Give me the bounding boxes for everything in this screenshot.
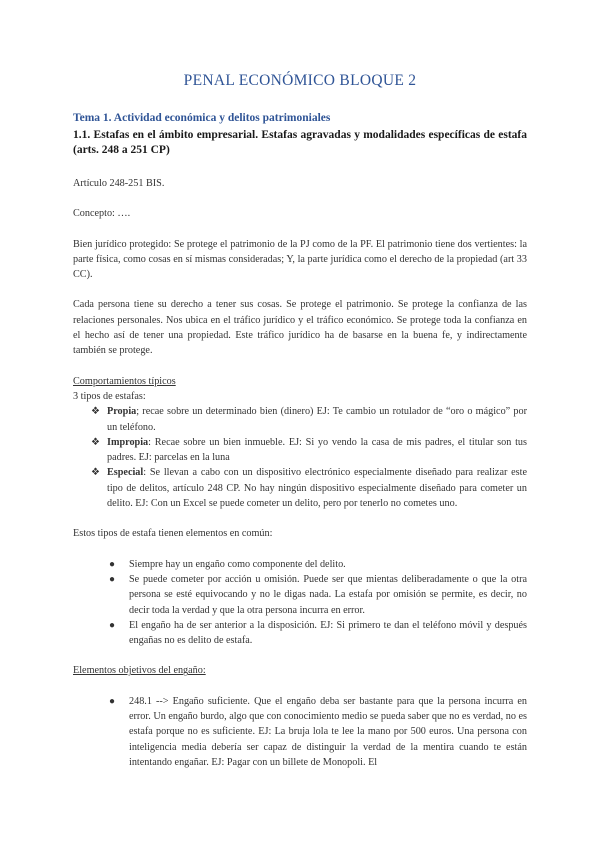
list-term: Propia: [107, 406, 137, 418]
dot-bullet-icon: ●: [109, 695, 116, 707]
list-text: Se puede cometer por acción u omisión. Puede ser que mientas deliberadamente o que la otra persona se esté equivocando y no le digas nada. La estafa por omisión se permite, es decir, no decir toda la verdad y que la otra persona incurra en error.: [129, 573, 527, 616]
list-text: : Se llevan a cabo con un dispositivo electrónico especialmente diseñado para realizar este tipo de delitos, artículo 248 CP. No hay ningún dispositivo especialmente diseñado para cometer un delito. EJ: Con un Excel se puede cometer un delito, pero por tenerlo no cometes uno.: [107, 467, 527, 510]
subtema-heading: 1.1. Estafas en el ámbito empresarial. Estafas agravadas y modalidades específicas de estafa (arts. 248 a 251 CP): [73, 129, 527, 156]
elementos-objetivos-heading: Elementos objetivos del engaño:: [73, 665, 206, 677]
list-item: [109, 572, 527, 618]
tema-heading: Tema 1. Actividad económica y delitos patrimoniales: [73, 112, 331, 124]
list-term: Impropia: [107, 436, 149, 448]
concepto-paragraph: Concepto: ….: [73, 208, 131, 220]
list-item: [109, 618, 527, 649]
list-text: ; recae sobre un determinado bien (dinero) EJ: Te cambio un rotulador de “oro o mágico” por un teléfono.: [107, 406, 527, 433]
list-text: 248.1 --> Engaño suficiente. Que el engaño deba ser bastante para que la persona incurra en error. Un engaño burdo, algo que con conocimiento medio se pueda saber que no es verdad, no es estafa porque no es suficiente. EJ: La bruja lola te lee la mano por 500 euros. Una persona con inteligencia media debería ser capaz de distinguir la verdad de la mentira cuando te están intentando engañar. EJ: Pagar con un billete de Monopoli. El: [129, 695, 527, 768]
comportamientos-heading: Comportamientos típicos: [73, 375, 176, 387]
list-text: El engaño ha de ser anterior a la disposición. EJ: Si primero te dan el teléfono móvil y después engañas no es delito de estafa.: [129, 619, 527, 647]
diamond-bullet-icon: ❖: [91, 467, 100, 479]
elementos-comun-list: [73, 557, 527, 649]
list-item: [91, 404, 527, 435]
cada-persona-paragraph: Cada persona tiene su derecho a tener sus cosas. Se protege el patrimonio. Se protege la confianza de las relaciones personales. Nos ubica en el tráfico jurídico y el tráfico económico. Se protege toda la confianza en el hecho así de tener una propiedad. Este tráfico jurídico ha de basarse en la buena fe, y indirectamente también se protege.: [73, 299, 527, 357]
articulo-paragraph: Artículo 248-251 BIS.: [73, 178, 165, 189]
page-title: PENAL ECONÓMICO BLOQUE 2: [183, 72, 417, 89]
tipos-intro: 3 tipos de estafas:: [73, 390, 146, 402]
diamond-bullet-icon: ❖: [91, 406, 100, 418]
diamond-bullet-icon: ❖: [91, 436, 100, 448]
dot-bullet-icon: ●: [109, 558, 116, 570]
list-item: [109, 694, 527, 770]
elementos-comun-intro: Estos tipos de estafa tienen elementos en común:: [73, 528, 273, 540]
bien-juridico-paragraph: Bien jurídico protegido: Se protege el patrimonio de la PJ como de la PF. El patrimonio tiene dos vertientes: la parte física, como cosas en sí mismas consideradas; Y, la parte jurídica como el derecho de la propiedad (art 33 CC).: [73, 238, 527, 281]
list-text: : Recae sobre un bien inmueble. EJ: Si yo vendo la casa de mis padres, el titular son tus padres. EJ: parcelas en la luna: [107, 436, 527, 464]
elementos-objetivos-list: [73, 694, 527, 770]
dot-bullet-icon: ●: [109, 573, 116, 585]
list-text: Siempre hay un engaño como componente del delito.: [129, 558, 346, 570]
list-item: [109, 557, 527, 572]
dot-bullet-icon: ●: [109, 619, 116, 631]
list-item: [91, 465, 527, 511]
list-term: Especial: [107, 467, 144, 479]
tipos-list: [73, 404, 527, 511]
list-item: [91, 435, 527, 466]
